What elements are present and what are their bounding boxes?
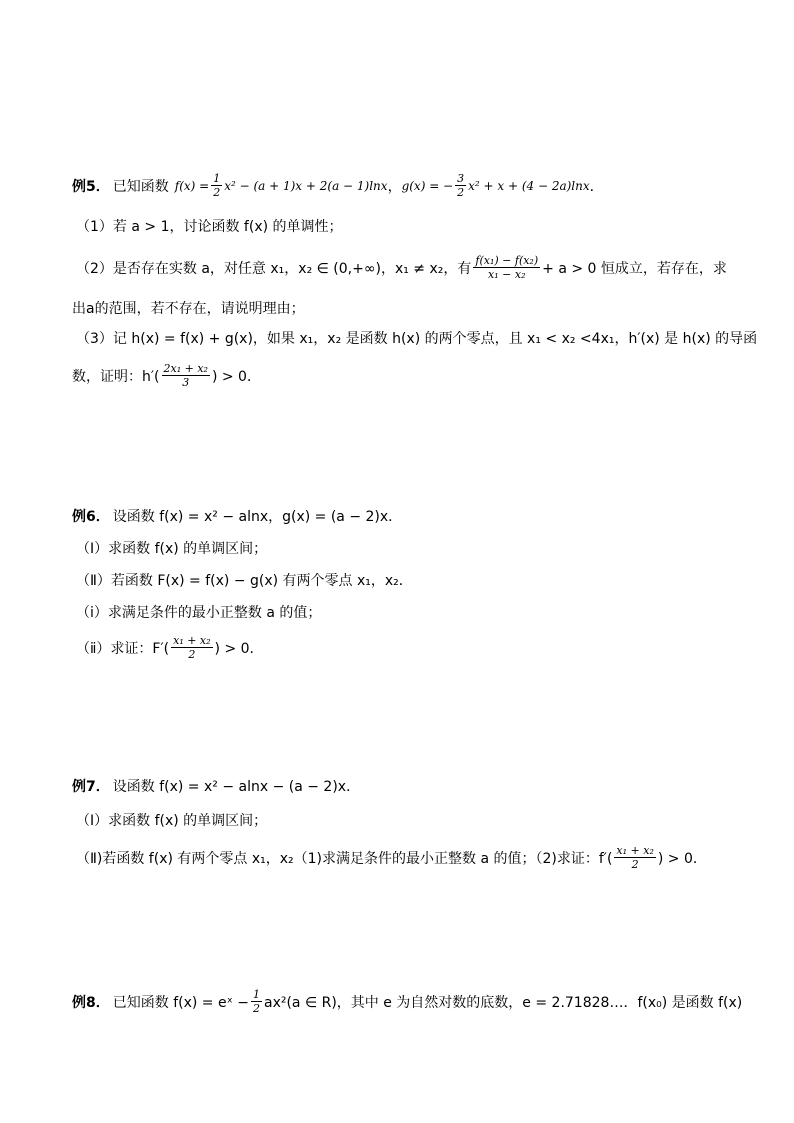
- ex6-stem: [72, 506, 402, 526]
- ex5-g-frac-den: 2: [457, 186, 465, 199]
- ex8-frac-num: 1: [252, 988, 260, 1001]
- ex5-f-frac-den: 2: [213, 186, 221, 199]
- ex5-q3: （3）记 h(x) = f(x) + g(x)，如果 x₁，x₂ 是函数 h(x) 的两个零点，且 x₁ < x₂ <4x₁，h′(x) 是 h(x) 的导函: [76, 331, 758, 347]
- ex8-frac: [251, 988, 262, 1015]
- ex5-q2-text-a: （2）是否存在实数 a，对任意 x₁，x₂ ∈ (0,+∞)，x₁ ≠ x₂，有: [76, 260, 472, 277]
- ex8-text-a: 已知函数 f(x) = eˣ −: [112, 994, 249, 1011]
- ex8-frac-den: 2: [252, 1002, 260, 1015]
- ex5-q3-frac: [162, 362, 210, 389]
- ex8-label: 例8．: [72, 994, 110, 1011]
- ex5-intro: 已知函数: [112, 178, 169, 195]
- ex5-q3-cont: [72, 362, 261, 389]
- ex5-f-rest: x² − (a + 1)x + 2(a − 1)lnx: [224, 178, 388, 193]
- ex6-stem-text: 设函数 f(x) = x² − alnx，g(x) = (a − 2)x．: [112, 509, 403, 525]
- ex6-q2ii-frac-num: x₁ + x₂: [173, 634, 211, 647]
- ex5-stem: [72, 172, 604, 199]
- ex6-q2ii-frac-den: 2: [188, 648, 196, 661]
- ex5-q1: （1）若 a > 1，讨论函数 f(x) 的单调性；: [76, 219, 343, 235]
- ex5-g-frac-num: 3: [457, 172, 465, 185]
- ex7-q2: [76, 844, 707, 871]
- ex5-q2: [76, 254, 727, 281]
- ex7-q2-text-a: （Ⅱ)若函数 f(x) 有两个零点 x₁，x₂（1)求满足条件的最小正整数 a 的值；（2)求证：f′(: [76, 850, 613, 867]
- ex5-q2-frac-den: x₁ − x₂: [488, 268, 526, 281]
- ex7-q2-frac-den: 2: [631, 858, 639, 871]
- ex8-text-b: ax²(a ∈ R)，其中 e 为自然对数的底数，e = 2.71828…．f(x₀) 是函数 f(x): [263, 994, 743, 1011]
- ex6-q2ii-text-b: ) > 0．: [214, 640, 264, 657]
- ex6-label: 例6．: [72, 509, 110, 525]
- ex5-g-rest: x² + x + (4 − 2a)lnx: [468, 178, 590, 193]
- ex5-f-prefix: f(x) =: [174, 178, 210, 193]
- ex7-label: 例7．: [72, 779, 110, 795]
- ex8-stem: [72, 988, 742, 1015]
- ex5-q2-cont: 出a的范围，若不存在，请说明理由；: [72, 301, 305, 317]
- ex6-q1: （Ⅰ）求函数 f(x) 的单调区间；: [76, 541, 268, 557]
- ex5-f-frac: [211, 172, 222, 199]
- ex6-q2ii-frac: [171, 634, 212, 661]
- ex7-stem-text: 设函数 f(x) = x² − alnx − (a − 2)x．: [112, 779, 361, 795]
- ex5-q2-frac-num: f(x₁) − f(x₂): [475, 254, 539, 267]
- ex7-q2-text-b: ) > 0．: [657, 850, 707, 867]
- ex5-q3-frac-num: 2x₁ + x₂: [163, 362, 208, 375]
- ex5-label: 例5．: [72, 178, 110, 195]
- ex5-sep: ，: [387, 178, 402, 195]
- ex6-q2i: （ⅰ）求满足条件的最小正整数 a 的值；: [76, 605, 322, 621]
- ex5-g-prefix: g(x) = −: [401, 178, 454, 193]
- ex5-f-frac-num: 1: [213, 172, 221, 185]
- ex5-end: ．: [589, 178, 604, 195]
- ex6-q2ii-text-a: （ⅱ）求证：F′(: [76, 640, 170, 657]
- ex5-q3-text-b: 数，证明：h′(: [72, 368, 160, 385]
- ex5-q2-text-b: + a > 0 恒成立，若存在，求: [542, 260, 727, 277]
- ex6-q2: （Ⅱ）若函数 F(x) = f(x) − g(x) 有两个零点 x₁，x₂．: [76, 573, 413, 589]
- ex6-q2ii: [76, 634, 264, 661]
- ex7-q2-frac: [614, 844, 655, 871]
- ex5-q2-frac: [473, 254, 540, 281]
- ex7-q2-frac-num: x₁ + x₂: [616, 844, 654, 857]
- ex7-stem: [72, 776, 360, 796]
- ex5-q3-frac-den: 3: [182, 376, 190, 389]
- ex5-q3-text-c: ) > 0．: [211, 368, 261, 385]
- ex5-g-frac: [455, 172, 466, 199]
- ex7-q1: （Ⅰ）求函数 f(x) 的单调区间；: [76, 813, 268, 829]
